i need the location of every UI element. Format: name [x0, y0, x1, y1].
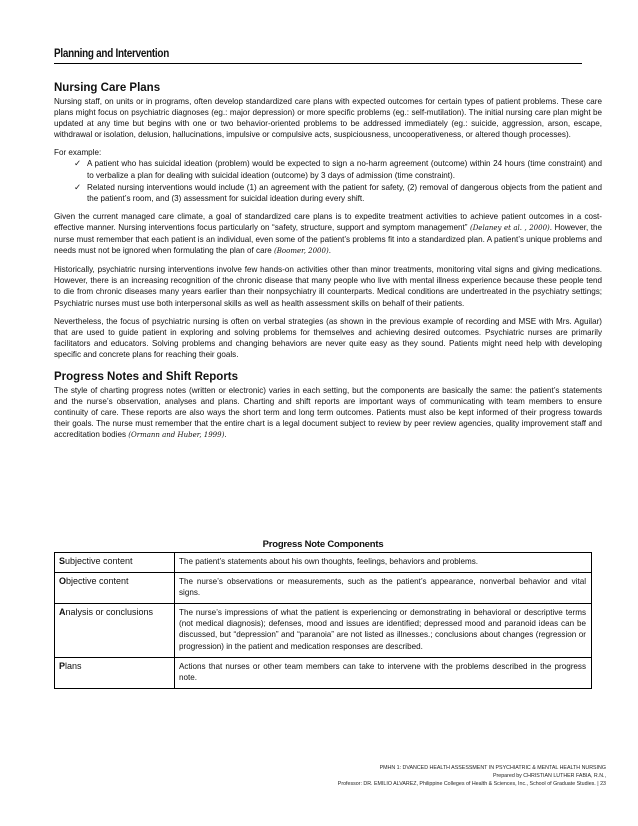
list-item	[74, 158, 602, 180]
checkmark-icon: ✓	[74, 181, 82, 192]
nevertheless-paragraph: Nevertheless, the focus of psychiatric nursing is often on verbal strategies (as shown in the previous example of recording and MSE with Mrs. Aguilar) that are used to guide patient in exploring and solving problems for themselves and achieving desired outcomes. Psychiatric nurses are primarily facilitators and educators. Solving problems and changing behaviors are never quite easy as they sound. Patients might need help with developing specific and concrete plans for reaching their goals.	[54, 316, 602, 359]
managed-care-text-a: Given the current managed care climate, a goal of standardized care plans is to expedite treatment activities to achieve patient outcomes in a cost-effective manner. Nursing interventions focus particularly on “safety, structure, support and symptom management”	[54, 211, 602, 232]
progress-note-components-table	[54, 539, 592, 689]
component-description: Actions that nurses or other team members can take to intervene with the problems described in the progress note.	[175, 657, 592, 688]
label-rest: lans	[65, 660, 82, 671]
historical-paragraph: Historically, psychiatric nursing interventions involve few hands-on activities other than minor treatments, monitoring vital signs and giving medications. However, there is an increasing recognition of the chronic disease that many people who live with mental illness experience because these people tend to die from chronic diseases many years earlier than their nonpsychiatry ill counterparts. Medical conditions are undertreated in the psychiatry settings; Psychiatric nurses must use both interpersonal skills as well as health assessment skills on behalf of their patients.	[54, 265, 602, 308]
label-initial: A	[59, 607, 66, 618]
main-content	[54, 82, 602, 448]
footer-course-line: PMHN 1: DVANCED HEALTH ASSESSMENT IN PSYCHIATRIC & MENTAL HEALTH NURSING	[379, 765, 606, 771]
component-label	[55, 604, 175, 657]
checkmark-icon: ✓	[74, 158, 82, 169]
component-label	[55, 573, 175, 604]
table-title: Progress Note Components	[55, 539, 592, 553]
label-initial: P	[59, 660, 66, 671]
component-description: The nurse’s observations or measurements, such as the patient’s appearance, nonverbal behavior and vital signs.	[175, 573, 592, 604]
table-row	[55, 553, 592, 573]
progress-notes-heading: Progress Notes and Shift Reports	[54, 370, 239, 383]
managed-care-paragraph	[54, 211, 602, 257]
care-plans-intro-paragraph: Nursing staff, on units or in programs, often develop standardized care plans with expected outcomes for certain types of patient problems. These care plans might focus on psychiatric diagnoses (eg.: major depression) or more specific problems (eg.: self-mutilation). The initial nursing care plan might be updated at any time but begins with one or two behavior-oriented problems to be addressed immediately (eg.: suicide, aggression, arson, escape, withdrawal or isolation, delusion, hallucinations, impulsive or compulsive acts, suspiciousness, uncooperativeness, or altered though processes).	[54, 97, 602, 140]
example-text: A patient who has suicidal ideation (problem) would be expected to sign a no-harm agreement (outcome) within 24 hours (time constraint) and to verbalize a plan for dealing with suicidal ideation (outcome) by 3 days of admission (time constraint).	[87, 159, 602, 180]
label-rest: ubjective content	[65, 556, 133, 566]
list-item	[74, 182, 602, 204]
section-title-rule	[54, 63, 582, 64]
managed-care-text-b: However, the nurse must remember that each patient is an individual, even some of the patient’s problems fit into a standardized plan. A patient’s unique problems and needs must not be ignored when formulating the plan of care	[54, 222, 602, 256]
table-row	[55, 657, 592, 688]
component-label	[55, 553, 175, 573]
nursing-care-plans-heading: Nursing Care Plans	[54, 82, 161, 94]
table-row	[55, 604, 592, 657]
label-initial: S	[59, 556, 66, 566]
citation-boomer: (Boomer, 2000).	[274, 247, 331, 256]
page-footer	[46, 764, 606, 789]
example-text: Related nursing interventions would include (1) an agreement with the patient for safety, (2) removal of dangerous objects from the patient and the patient’s room, and (3) assessment for suicidal ideation during every shift.	[87, 182, 602, 203]
label-rest: bjective content	[66, 576, 129, 587]
example-list	[74, 158, 602, 203]
progress-notes-paragraph	[54, 385, 602, 441]
citation-delaney: (Delaney et al. , 2000).	[469, 223, 552, 232]
component-description: The patient’s statements about his own thoughts, feelings, behaviors and problems.	[175, 553, 592, 573]
footer-professor-line: Professor: DR. EMILIO ALVAREZ, Philippine Colleges of Health & Sciences, Inc., School of Graduate Studies. | 23	[337, 781, 606, 788]
footer-author-line: Prepared by CHRISTIAN LUTHER FABIA, R.N.,	[492, 773, 606, 780]
label-rest: nalysis or conclusions	[65, 607, 154, 618]
progress-notes-text: The style of charting progress notes (written or electronic) varies in each setting, but the components are basically the same: the patient’s statements and the nurse’s observation, analyses and plans. Charting and shift reports are important ways of communicating with team members to ensure continuity of care. These reports are also ways the short term and long term outcomes. Patients must also be kept informed of their progress towards their goals. The nurse must remember that the entire chart is a legal document subject to review by peer review agencies, quality improvement staff and accreditation bodies	[54, 385, 602, 440]
citation-ormann: (Ormann and Huber, 1999).	[128, 431, 227, 440]
component-label	[55, 657, 175, 688]
section-title: Planning and Intervention	[54, 48, 169, 60]
component-description: The nurse’s impressions of what the patient is experiencing or demonstrating in behavioral or descriptive terms (not medical diagnosis); defenses, mood and issues are identified; depressed mood and paranoid ideas can be discussed, but “depression” and “paranoia” are not listed as illnesses.; conclusions about changes (regression or progression) in the patient and medication responses are described.	[175, 604, 592, 657]
table-row	[55, 573, 592, 604]
example-label: For example:	[54, 148, 102, 158]
label-initial: O	[59, 576, 67, 587]
